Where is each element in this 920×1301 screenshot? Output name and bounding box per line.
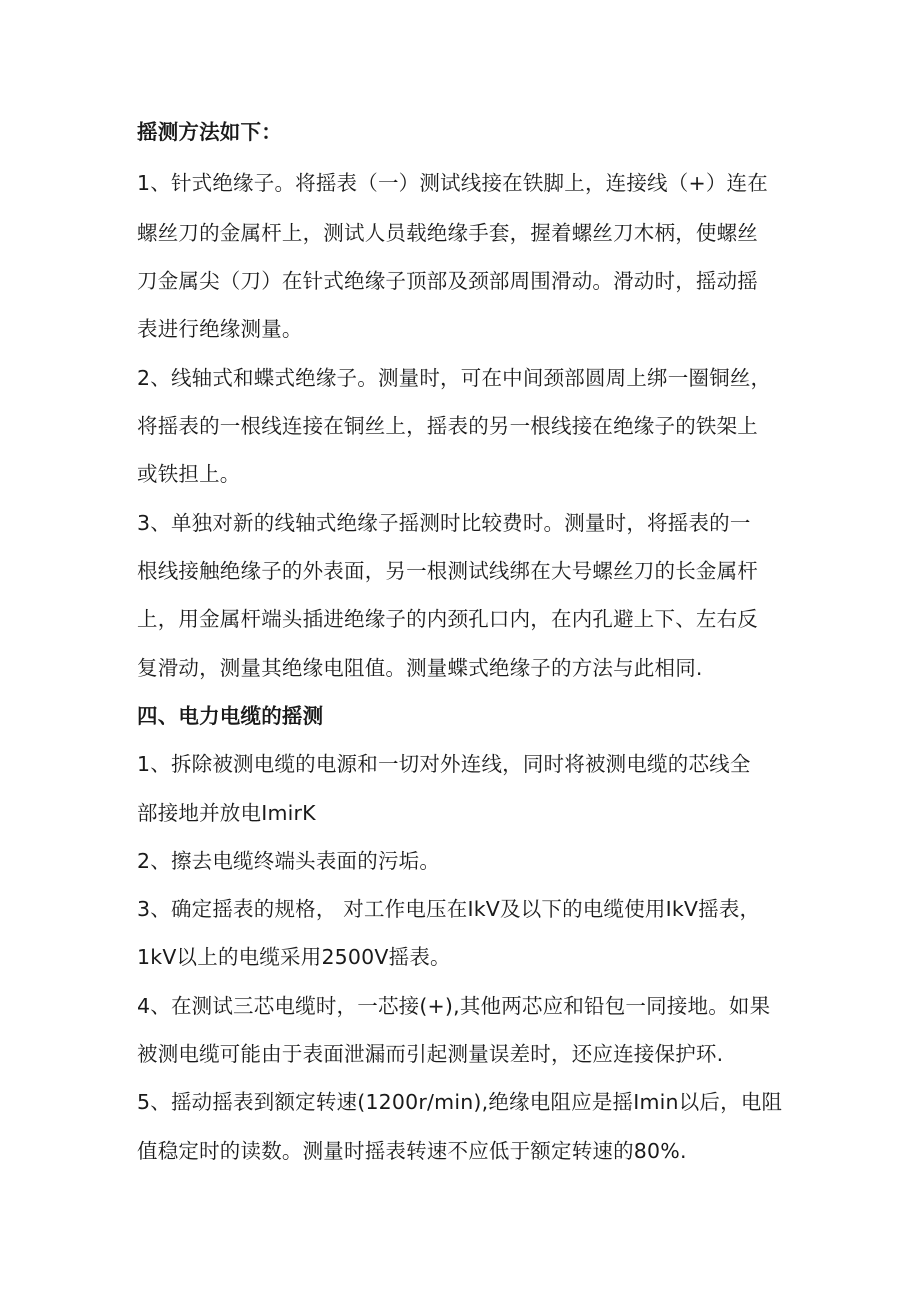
paragraph-line: 刀金属尖（刀）在针式绝缘子顶部及颈部周围滑动。滑动时，摇动摇 xyxy=(137,269,758,293)
paragraph-line: 1kV以上的电缆采用2500V摇表。 xyxy=(137,945,451,969)
paragraph-line: 复滑动，测量其绝缘电阻值。测量蝶式绝缘子的方法与此相同. xyxy=(137,656,703,680)
paragraph-line: 3、确定摇表的规格， 对工作电压在IkV及以下的电缆使用IkV摇表， xyxy=(137,897,761,921)
section-heading-cable: 四、电力电缆的摇测 xyxy=(137,704,324,728)
paragraph-line: 将摇表的一根线连接在铜丝上，摇表的另一根线接在绝缘子的铁架上 xyxy=(137,414,758,438)
paragraph-line: 1、针式绝缘子。将摇表（一）测试线接在铁脚上，连接线（+）连在 xyxy=(137,171,768,195)
paragraph-line: 5、摇动摇表到额定转速(1200r/min),绝缘电阻应是摇Imin以后，电阻 xyxy=(137,1090,783,1114)
paragraph-line: 2、线轴式和蝶式绝缘子。测量时，可在中间颈部圆周上绑一圈铜丝， xyxy=(137,366,772,390)
section-heading-method: 摇测方法如下： xyxy=(137,120,282,144)
paragraph-line: 或铁担上。 xyxy=(137,462,241,486)
paragraph-line: 上，用金属杆端头插进绝缘子的内颈孔口内，在内孔避上下、左右反 xyxy=(137,607,758,631)
paragraph-line: 根线接触绝缘子的外表面，另一根测试线绑在大号螺丝刀的长金属杆 xyxy=(137,559,758,583)
paragraph-line: 值稳定时的读数。测量时摇表转速不应低于额定转速的80%. xyxy=(137,1139,687,1163)
paragraph-line: 2、擦去电缆终端头表面的污垢。 xyxy=(137,849,441,873)
paragraph-line: 部接地并放电ImirK xyxy=(137,801,316,825)
paragraph-line: 4、在测试三芯电缆时，一芯接(+),其他两芯应和铅包一同接地。如果 xyxy=(137,994,771,1018)
paragraph-line: 3、单独对新的线轴式绝缘子摇测时比较费时。测量时，将摇表的一 xyxy=(137,511,751,535)
paragraph-line: 表进行绝缘测量。 xyxy=(137,317,303,341)
paragraph-line: 被测电缆可能由于表面泄漏而引起测量误差时，还应连接保护环. xyxy=(137,1042,724,1066)
paragraph-line: 螺丝刀的金属杆上，测试人员载绝缘手套，握着螺丝刀木柄，使螺丝 xyxy=(137,221,758,245)
paragraph-line: 1、拆除被测电缆的电源和一切对外连线，同时将被测电缆的芯线全 xyxy=(137,752,751,776)
